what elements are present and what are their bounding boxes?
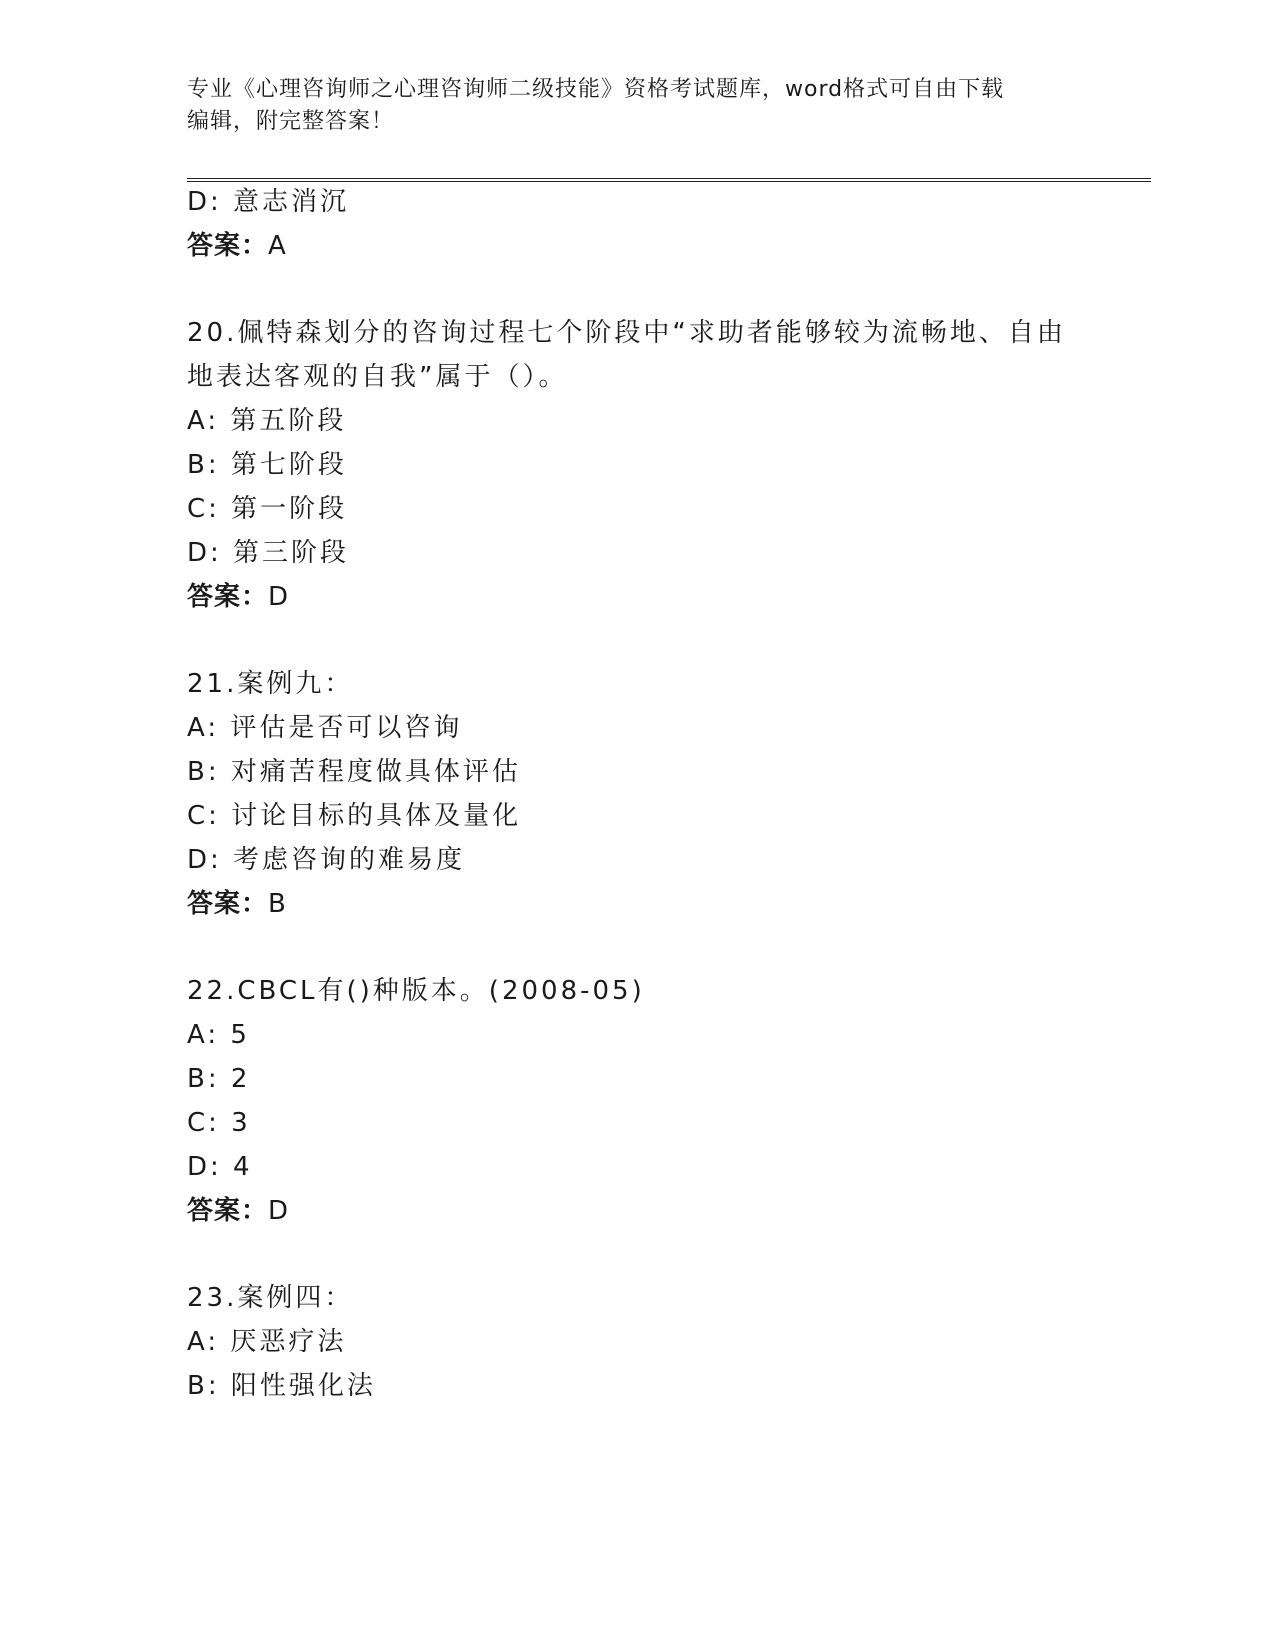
question-23-stem-line-1: 23.案例四： xyxy=(187,1283,354,1313)
question-20-answer xyxy=(187,580,289,614)
question-20-stem-line-1: 20.佩特森划分的咨询过程七个阶段中“求助者能够较为流畅地、自由 xyxy=(187,318,1066,348)
question-21-option-a: A: 评估是否可以咨询 xyxy=(187,713,463,743)
question-21-option-d: D: 考虑咨询的难易度 xyxy=(187,845,466,875)
answer-label: 答案： xyxy=(187,889,269,919)
question-22-option-d: D: 4 xyxy=(187,1152,253,1182)
answer-label: 答案： xyxy=(187,1196,269,1226)
answer-label: 答案： xyxy=(187,582,269,612)
question-21-option-c: C: 讨论目标的具体及量化 xyxy=(187,801,522,831)
document-header xyxy=(187,74,1087,138)
answer-value: A xyxy=(268,231,287,261)
question-20-option-b: B: 第七阶段 xyxy=(187,450,347,480)
question-23-option-a: A: 厌恶疗法 xyxy=(187,1327,347,1357)
answer-value: D xyxy=(268,1196,290,1226)
question-22-option-a: A: 5 xyxy=(187,1020,250,1050)
header-line-2: 编辑，附完整答案！ xyxy=(187,109,395,134)
question-22-option-b: B: 2 xyxy=(187,1064,251,1094)
question-22-stem-line-1: 22.CBCL有()种版本。(2008-05) xyxy=(187,976,645,1006)
header-line-1: 专业《心理咨询师之心理咨询师二级技能》资格考试题库，word格式可自由下载 xyxy=(187,77,1005,102)
question-20-option-c: C: 第一阶段 xyxy=(187,494,348,524)
question-20-option-d: D: 第三阶段 xyxy=(187,538,350,568)
question-22-option-c: C: 3 xyxy=(187,1108,251,1138)
answer-value: B xyxy=(268,889,287,919)
question-21-answer xyxy=(187,887,287,921)
question-22-answer xyxy=(187,1194,289,1228)
header-divider xyxy=(187,178,1151,182)
answer-carryover xyxy=(187,229,287,263)
question-21-option-b: B: 对痛苦程度做具体评估 xyxy=(187,757,521,787)
question-20-stem-line-2: 地表达客观的自我”属于（）。 xyxy=(187,362,568,392)
question-21-stem-line-1: 21.案例九： xyxy=(187,669,354,699)
answer-value: D xyxy=(268,582,290,612)
option-d-carryover: D: 意志消沉 xyxy=(187,187,350,217)
answer-label: 答案： xyxy=(187,231,269,261)
question-20-option-a: A: 第五阶段 xyxy=(187,406,347,436)
question-23-option-b: B: 阳性强化法 xyxy=(187,1371,376,1401)
